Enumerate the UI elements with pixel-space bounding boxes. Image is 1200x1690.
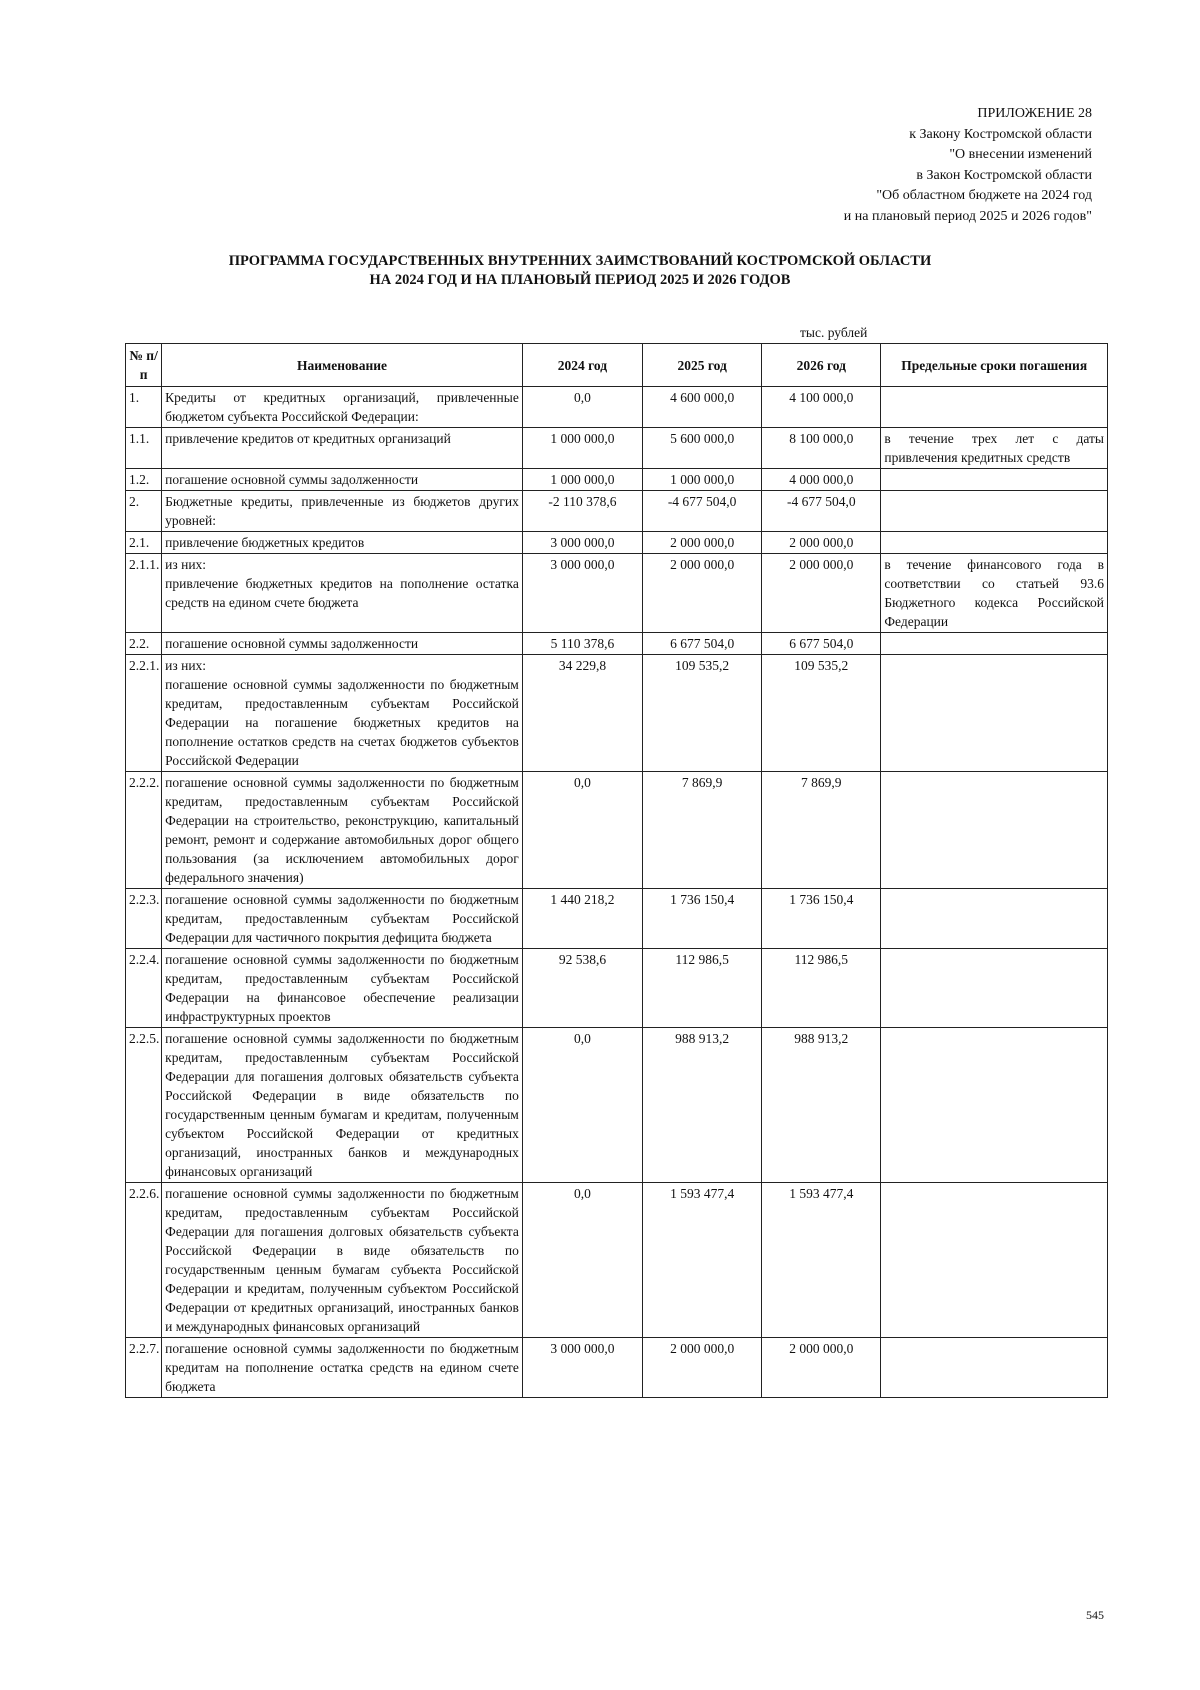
- row-term: [881, 655, 1108, 772]
- row-value-2024: 0,0: [522, 1028, 642, 1183]
- table-row: [126, 469, 1108, 491]
- row-name: [162, 491, 523, 532]
- appendix-line: и на плановый период 2025 и 2026 годов": [843, 208, 1092, 224]
- row-num: 2.2.4.: [126, 949, 162, 1028]
- row-num: 2.1.1.: [126, 554, 162, 633]
- row-value-2026: 1 736 150,4: [762, 889, 881, 949]
- row-value-2025: 109 535,2: [643, 655, 762, 772]
- row-value-2024: 34 229,8: [522, 655, 642, 772]
- row-term: [881, 889, 1108, 949]
- row-num: 2.1.: [126, 532, 162, 554]
- row-term: в течение трех лет с даты привлечения кредитных средств: [881, 428, 1108, 469]
- row-value-2025: 1 593 477,4: [643, 1183, 762, 1338]
- table-row: [126, 889, 1108, 949]
- row-term: [881, 772, 1108, 889]
- header-2026: 2026 год: [762, 344, 881, 387]
- header-term: Предельные сроки погашения: [881, 344, 1108, 387]
- row-value-2026: 7 869,9: [762, 772, 881, 889]
- table-row: [126, 428, 1108, 469]
- row-value-2025: 1 000 000,0: [643, 469, 762, 491]
- row-value-2026: 2 000 000,0: [762, 554, 881, 633]
- row-name: [162, 772, 523, 889]
- page-number: 545: [1086, 1608, 1104, 1622]
- row-name: [162, 655, 523, 772]
- row-term: [881, 491, 1108, 532]
- header-num: № п/п: [126, 344, 162, 387]
- row-name: [162, 1183, 523, 1338]
- row-name-line: привлечение бюджетных кредитов на пополнение остатка средств на едином счете бюджета: [165, 576, 519, 610]
- row-value-2025: 7 869,9: [643, 772, 762, 889]
- row-num: 2.: [126, 491, 162, 532]
- row-value-2026: 988 913,2: [762, 1028, 881, 1183]
- appendix-line: "Об областном бюджете на 2024 год: [876, 188, 1092, 203]
- row-value-2026: 8 100 000,0: [762, 428, 881, 469]
- row-name: [162, 889, 523, 949]
- row-name-line: Кредиты от кредитных организаций, привлеченные бюджетом субъекта Российской Федерации:: [165, 390, 519, 424]
- row-value-2024: 5 110 378,6: [522, 633, 642, 655]
- table-row: [126, 387, 1108, 428]
- row-value-2025: 988 913,2: [643, 1028, 762, 1183]
- row-value-2024: 0,0: [522, 1183, 642, 1338]
- row-value-2024: 3 000 000,0: [522, 1338, 642, 1398]
- row-name-line: привлечение кредитов от кредитных организаций: [165, 431, 451, 446]
- row-value-2026: 2 000 000,0: [762, 532, 881, 554]
- header-name: Наименование: [162, 344, 523, 387]
- row-num: 2.2.2.: [126, 772, 162, 889]
- row-value-2025: -4 677 504,0: [643, 491, 762, 532]
- row-name: [162, 554, 523, 633]
- table-row: [126, 949, 1108, 1028]
- row-value-2024: 0,0: [522, 772, 642, 889]
- row-num: 2.2.1.: [126, 655, 162, 772]
- row-value-2026: 6 677 504,0: [762, 633, 881, 655]
- row-num: 1.1.: [126, 428, 162, 469]
- table-row: [126, 554, 1108, 633]
- row-name: [162, 387, 523, 428]
- row-num: 2.2.6.: [126, 1183, 162, 1338]
- row-term: [881, 1183, 1108, 1338]
- row-value-2025: 4 600 000,0: [643, 387, 762, 428]
- row-term: [881, 532, 1108, 554]
- header-2025: 2025 год: [643, 344, 762, 387]
- table-body: [126, 387, 1108, 1398]
- row-name: [162, 428, 523, 469]
- appendix-line: к Закону Костромской области: [909, 126, 1092, 142]
- document-title: [120, 252, 1040, 290]
- row-name-line: погашение основной суммы задолженности по бюджетным кредитам, предоставленным субъектам Российской Федерации для погашения долговых обязательств субъекта Российской Федерации в виде обязательств по государственным ценным бумагам и кредитам, полученным субъектом Российской Федерации от кредитных организаций, иностранных банков и международных финансовых организаций: [165, 1031, 519, 1179]
- row-name-line: из них:: [165, 557, 207, 572]
- row-value-2024: 1 000 000,0: [522, 428, 642, 469]
- row-name-line: привлечение бюджетных кредитов: [165, 535, 365, 550]
- table-row: [126, 532, 1108, 554]
- row-name-line: погашение основной суммы задолженности по бюджетным кредитам, предоставленным субъектам Российской Федерации на финансовое обеспечение реализации инфраструктурных проектов: [165, 952, 519, 1024]
- row-value-2024: 92 538,6: [522, 949, 642, 1028]
- table-row: [126, 772, 1108, 889]
- row-name-line: погашение основной суммы задолженности по бюджетным кредитам, предоставленным субъектам Российской Федерации на погашение бюджетных кредитов на пополнение остатков средств на счетах бюджетов субъектов Российской Федерации: [165, 677, 519, 768]
- title-line: НА 2024 ГОД И НА ПЛАНОВЫЙ ПЕРИОД 2025 И 2026 ГОДОВ: [369, 272, 791, 288]
- row-term: [881, 1338, 1108, 1398]
- units-label: тыс. рублей: [800, 325, 868, 340]
- table-row: [126, 1028, 1108, 1183]
- row-name: [162, 1338, 523, 1398]
- row-num: 2.2.7.: [126, 1338, 162, 1398]
- table-row: [126, 633, 1108, 655]
- row-name-line: погашение основной суммы задолженности по бюджетным кредитам на пополнение остатка средств на едином счете бюджета: [165, 1341, 519, 1394]
- row-term: [881, 387, 1108, 428]
- row-name: [162, 1028, 523, 1183]
- appendix-line: ПРИЛОЖЕНИЕ 28: [977, 106, 1092, 121]
- row-value-2026: 112 986,5: [762, 949, 881, 1028]
- appendix-line: "О внесении изменений: [949, 147, 1092, 162]
- appendix-line: в Закон Костромской области: [916, 167, 1092, 183]
- row-name-line: Бюджетные кредиты, привлеченные из бюджетов других уровней:: [165, 494, 519, 528]
- table-header-row: [126, 344, 1108, 387]
- row-value-2026: 109 535,2: [762, 655, 881, 772]
- row-value-2026: 1 593 477,4: [762, 1183, 881, 1338]
- row-value-2025: 6 677 504,0: [643, 633, 762, 655]
- row-num: 2.2.: [126, 633, 162, 655]
- row-value-2026: -4 677 504,0: [762, 491, 881, 532]
- row-name-line: погашение основной суммы задолженности по бюджетным кредитам, предоставленным субъектам Российской Федерации на строительство, реконструкцию, капитальный ремонт, ремонт и содержание автомобильных дорог общего пользования (за исключением автомобильных дорог федерального значения): [165, 775, 519, 885]
- row-value-2025: 2 000 000,0: [643, 532, 762, 554]
- row-num: 2.2.3.: [126, 889, 162, 949]
- row-value-2024: 1 000 000,0: [522, 469, 642, 491]
- title-line: ПРОГРАММА ГОСУДАРСТВЕННЫХ ВНУТРЕННИХ ЗАИМСТВОВАНИЙ КОСТРОМСКОЙ ОБЛАСТИ: [228, 253, 932, 269]
- row-name: [162, 949, 523, 1028]
- row-term: [881, 469, 1108, 491]
- row-term: [881, 949, 1108, 1028]
- table-row: [126, 491, 1108, 532]
- table-row: [126, 655, 1108, 772]
- table-row: [126, 1338, 1108, 1398]
- row-value-2024: 3 000 000,0: [522, 532, 642, 554]
- row-value-2024: 3 000 000,0: [522, 554, 642, 633]
- row-name: [162, 532, 523, 554]
- row-value-2025: 112 986,5: [643, 949, 762, 1028]
- row-value-2024: -2 110 378,6: [522, 491, 642, 532]
- row-value-2025: 2 000 000,0: [643, 554, 762, 633]
- row-value-2025: 5 600 000,0: [643, 428, 762, 469]
- row-num: 2.2.5.: [126, 1028, 162, 1183]
- table-row: [126, 1183, 1108, 1338]
- row-value-2024: 1 440 218,2: [522, 889, 642, 949]
- row-name-line: погашение основной суммы задолженности по бюджетным кредитам, предоставленным субъектам Российской Федерации для частичного покрытия дефицита бюджета: [165, 892, 519, 945]
- row-term: [881, 1028, 1108, 1183]
- row-name: [162, 469, 523, 491]
- row-num: 1.2.: [126, 469, 162, 491]
- row-value-2026: 4 100 000,0: [762, 387, 881, 428]
- row-value-2024: 0,0: [522, 387, 642, 428]
- row-name: [162, 633, 523, 655]
- row-term: в течение финансового года в соответствии со статьей 93.6 Бюджетного кодекса Российской Федерации: [881, 554, 1108, 633]
- header-2024: 2024 год: [522, 344, 642, 387]
- row-value-2026: 2 000 000,0: [762, 1338, 881, 1398]
- row-name-line: погашение основной суммы задолженности по бюджетным кредитам, предоставленным субъектам Российской Федерации для погашения долговых обязательств субъекта Российской Федерации в виде обязательств по государственным ценным бумагам субъекта Российской Федерации и кредитам, полученным субъектом Российской Федерации от кредитных организаций, иностранных банков и международных финансовых организаций: [165, 1186, 519, 1334]
- row-value-2025: 1 736 150,4: [643, 889, 762, 949]
- row-name-line: из них:: [165, 658, 207, 673]
- appendix-header: [844, 104, 1092, 227]
- row-value-2025: 2 000 000,0: [643, 1338, 762, 1398]
- row-num: 1.: [126, 387, 162, 428]
- row-name-line: погашение основной суммы задолженности: [165, 636, 419, 651]
- row-value-2026: 4 000 000,0: [762, 469, 881, 491]
- borrowing-program-table: [125, 343, 1108, 1398]
- row-name-line: погашение основной суммы задолженности: [165, 472, 419, 487]
- row-term: [881, 633, 1108, 655]
